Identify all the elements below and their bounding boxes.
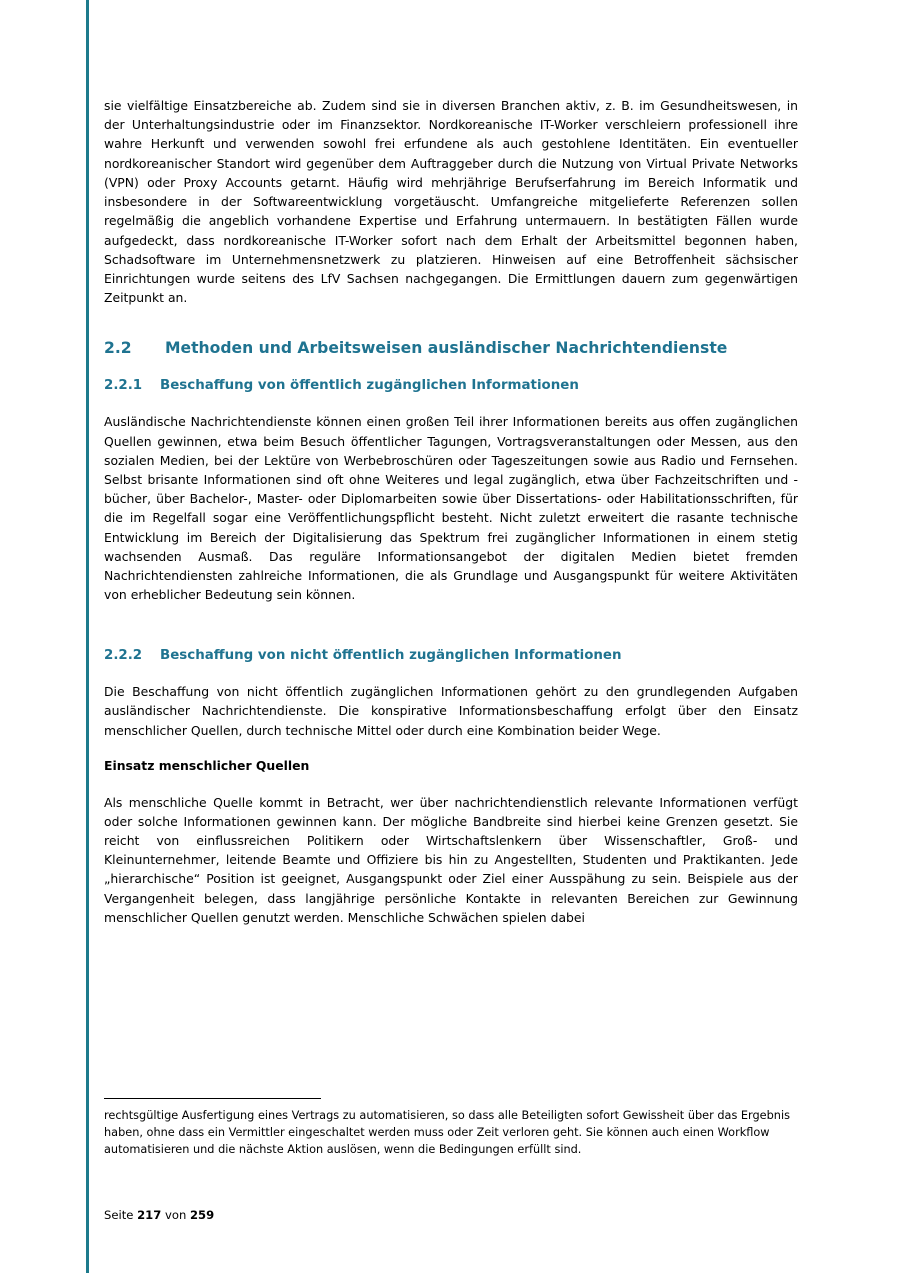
spacer [104, 740, 798, 757]
subsection-1-paragraph: Ausländische Nachrichtendienste können einen großen Teil ihrer Informationen bereits aus offen zugänglichen Quellen gewinnen, etwa beim Besuch öffentlicher Tagungen, Vortragsveranstaltungen oder Messen, aus den sozialen Medien, bei der Lektüre von Werbebroschüren oder Tageszeitungen sowie aus Radio und Fernsehen. Selbst brisante Informationen sind oft ohne Weiteres und legal zugänglich, etwa über Fachzeitschriften und -bücher, über Bachelor-, Master- oder Diplomarbeiten sowie über Dissertations- oder Habilitationsschriften, für die im Regelfall sogar eine Veröffentlichungspflicht besteht. Nicht zuletzt erweitert die rasante technische Entwicklung im Bereich der Digitalisierung das Spektrum frei zugänglicher Informationen in einem stetig wachsenden Ausmaß. Das reguläre Informationsangebot der digitalen Medien bietet fremden Nachrichtendiensten zahlreiche Informationen, die als Grundlage und Ausgangspunkt für weitere Aktivitäten von erheblicher Bedeutung sein können. [104, 414, 798, 603]
subsection-number-2: 2.2.2 [104, 647, 143, 663]
spacer [104, 605, 798, 635]
spacer [104, 360, 798, 377]
footnote-area [104, 1098, 798, 1159]
footnote-text: rechtsgültige Ausfertigung eines Vertrags zu automatisieren, so dass alle Beteiligten sofort Gewissheit über das Ergebnis haben, ohne dass ein Vermittler eingeschaltet werden muss oder Zeit verloren geht. Sie können auch einen Workflow automatisieren und die nächste Aktion auslösen, wenn die Bedingungen erfüllt sind. [104, 1109, 790, 1156]
subsection-title-2: Beschaffung von nicht öffentlich zugänglichen Informationen [160, 647, 622, 663]
spacer [104, 307, 798, 337]
section-number: 2.2 [104, 339, 132, 358]
subsection-title-1: Beschaffung von öffentlich zugänglichen Informationen [160, 377, 579, 393]
spacer [104, 395, 798, 412]
subsection-2-paragraph-2: Als menschliche Quelle kommt in Betracht, wer über nachrichtendienstlich relevante Informationen verfügt oder solche Informationen gewinnen kann. Der mögliche Bandbreite sind hierbei keine Grenzen gesetzt. Sie reicht von einflussreichen Politikern oder Wirtschaftslenkern über Wissenschaftler, Groß- und Kleinunternehmer, leitende Beamte und Offiziere bis hin zu Angestellten, Studenten und Praktikanten. Jede „hierarchische“ Position ist geeignet, Ausgangspunkt oder Ziel einer Ausspähung zu sein. Beispiele aus der Vergangenheit belegen, dass langjährige persönliche Kontakte in relevanten Bereichen zur Gewinnung menschlicher Quellen genutzt werden. Menschliche Schwächen spielen dabei [104, 794, 798, 925]
runin-heading: Einsatz menschlicher Quellen [104, 757, 310, 773]
spacer [104, 635, 798, 647]
footer-label-of: von [164, 1208, 187, 1222]
footnote-separator [104, 1098, 321, 1099]
subsection-number-1: 2.2.1 [104, 377, 143, 393]
section-title: Methoden und Arbeitsweisen ausländischer Nachrichtendienste [165, 339, 728, 358]
subsection-2-paragraph: Die Beschaffung von nicht öffentlich zugänglichen Informationen gehört zu den grundlegenden Aufgaben ausländischer Nachrichtendienste. Die konspirative Informationsbeschaffung erfolgt über den Einsatz menschlicher Quellen, durch technische Mittel oder durch eine Kombination beider Wege. [104, 684, 798, 738]
subsection-heading-1 [104, 377, 798, 396]
footer-label-page: Seite [104, 1208, 134, 1222]
subsection-heading-2 [104, 647, 798, 666]
left-margin-rule [86, 0, 89, 1273]
spacer [104, 665, 798, 682]
page-content [104, 96, 798, 927]
spacer [104, 776, 798, 793]
footer-page-number: 217 [137, 1208, 162, 1222]
section-heading [104, 337, 798, 359]
intro-paragraph: sie vielfältige Einsatzbereiche ab. Zudem sind sie in diversen Branchen aktiv, z. B. im Gesundheitswesen, in der Unterhaltungsindustrie oder im Finanzsektor. Nordkoreanische IT-Worker verschleiern professionell ihre wahre Herkunft und verwenden sowohl frei erfundene als auch gestohlene Identitäten. Ein eventueller nordkoreanischer Standort wird gegenüber dem Auftraggeber durch die Nutzung von Virtual Private Networks (VPN) oder Proxy Accounts getarnt. Häufig wird mehrjährige Berufserfahrung im Bereich Informatik und insbesondere in der Softwareentwicklung vorgetäuscht. Umfangreiche mitgelieferte Referenzen sollen regelmäßig die angeblich vorhandene Expertise und Erfahrung untermauern. In bestätigten Fällen wurde aufgedeckt, dass nordkoreanische IT-Worker sofort nach dem Erhalt der Arbeitsmittel begonnen haben, Schadsoftware im Unternehmensnetzwerk zu platzieren. Hinweisen auf eine Betroffenheit sächsischer Einrichtungen wurde seitens des LfV Sachsen nachgegangen. Die Ermittlungen dauern zum gegenwärtigen Zeitpunkt an. [104, 98, 798, 306]
footer-total-pages: 259 [189, 1208, 215, 1222]
page-footer [104, 1208, 798, 1222]
